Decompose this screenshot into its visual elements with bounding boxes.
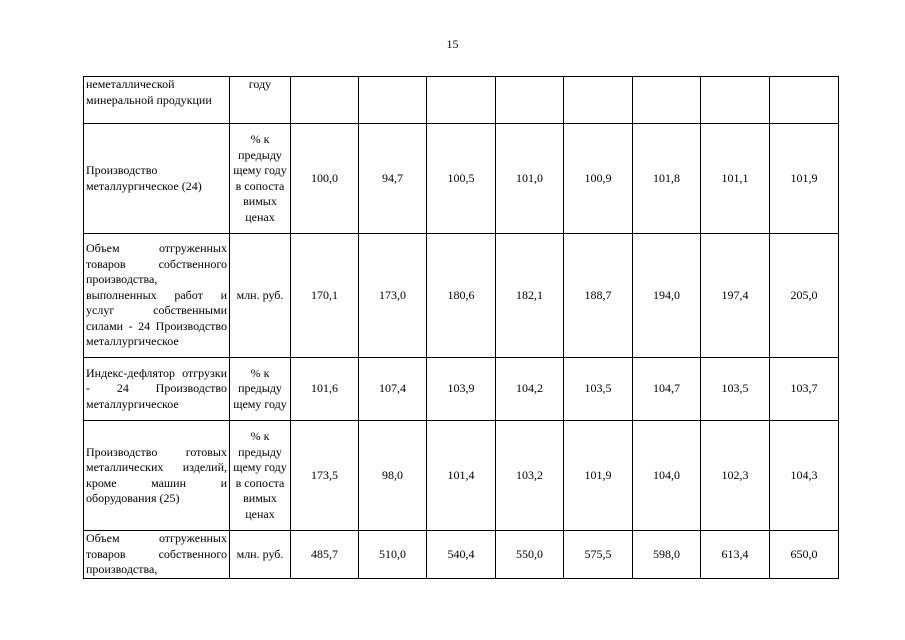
value-cell: 100,9: [564, 124, 633, 234]
table-row: [84, 531, 839, 579]
value-cell: 173,5: [291, 421, 359, 531]
value-cell: 575,5: [564, 531, 633, 579]
value-cell: 650,0: [770, 531, 839, 579]
indicator-cell: Производство металлургическое (24): [84, 124, 230, 234]
value-cell: 550,0: [496, 531, 564, 579]
unit-cell: % к предыду щему году: [230, 358, 291, 421]
value-cell: 205,0: [770, 234, 839, 358]
unit-cell: % к предыду щему году в сопоста вимых ценах: [230, 124, 291, 234]
table-row: [84, 77, 839, 124]
indicator-cell: неметаллической минеральной продукции: [84, 77, 230, 124]
value-cell: [427, 77, 496, 124]
value-cell: 485,7: [291, 531, 359, 579]
value-cell: [496, 77, 564, 124]
value-cell: 194,0: [633, 234, 701, 358]
unit-cell: млн. руб.: [230, 531, 291, 579]
value-cell: 102,3: [701, 421, 770, 531]
value-cell: 188,7: [564, 234, 633, 358]
value-cell: 104,2: [496, 358, 564, 421]
value-cell: 104,3: [770, 421, 839, 531]
unit-cell: % к предыду щему году в сопоста вимых ценах: [230, 421, 291, 531]
value-cell: 180,6: [427, 234, 496, 358]
value-cell: 598,0: [633, 531, 701, 579]
value-cell: 98,0: [359, 421, 427, 531]
value-cell: [701, 77, 770, 124]
table-row: [84, 358, 839, 421]
value-cell: 100,5: [427, 124, 496, 234]
value-cell: [291, 77, 359, 124]
value-cell: 104,7: [633, 358, 701, 421]
value-cell: 101,0: [496, 124, 564, 234]
value-cell: 101,1: [701, 124, 770, 234]
value-cell: 94,7: [359, 124, 427, 234]
value-cell: [770, 77, 839, 124]
value-cell: 101,6: [291, 358, 359, 421]
indicator-cell: Объем отгруженных товаров собственного производства, выполненных работ и услуг собственными силами - 24 Производство металлургическое: [84, 234, 230, 358]
indicator-cell: Объем отгруженных товаров собственного производства,: [84, 531, 230, 579]
value-cell: 103,5: [564, 358, 633, 421]
table-row: [84, 234, 839, 358]
value-cell: 101,8: [633, 124, 701, 234]
value-cell: 197,4: [701, 234, 770, 358]
value-cell: 103,2: [496, 421, 564, 531]
data-table: [83, 76, 839, 579]
value-cell: 103,7: [770, 358, 839, 421]
value-cell: 103,9: [427, 358, 496, 421]
indicator-cell: Производство готовых металлических изделий, кроме машин и оборудования (25): [84, 421, 230, 531]
value-cell: 107,4: [359, 358, 427, 421]
value-cell: 173,0: [359, 234, 427, 358]
value-cell: 100,0: [291, 124, 359, 234]
value-cell: 104,0: [633, 421, 701, 531]
value-cell: 101,4: [427, 421, 496, 531]
value-cell: 510,0: [359, 531, 427, 579]
table-row: [84, 421, 839, 531]
page-number: 15: [446, 37, 459, 51]
value-cell: 182,1: [496, 234, 564, 358]
value-cell: 103,5: [701, 358, 770, 421]
indicator-cell: Индекс-дефлятор отгрузки - 24 Производство металлургическое: [84, 358, 230, 421]
unit-cell: млн. руб.: [230, 234, 291, 358]
value-cell: [564, 77, 633, 124]
table-row: [84, 124, 839, 234]
value-cell: 613,4: [701, 531, 770, 579]
value-cell: 101,9: [564, 421, 633, 531]
value-cell: [359, 77, 427, 124]
unit-cell: году: [230, 77, 291, 124]
value-cell: [633, 77, 701, 124]
value-cell: 170,1: [291, 234, 359, 358]
value-cell: 540,4: [427, 531, 496, 579]
value-cell: 101,9: [770, 124, 839, 234]
